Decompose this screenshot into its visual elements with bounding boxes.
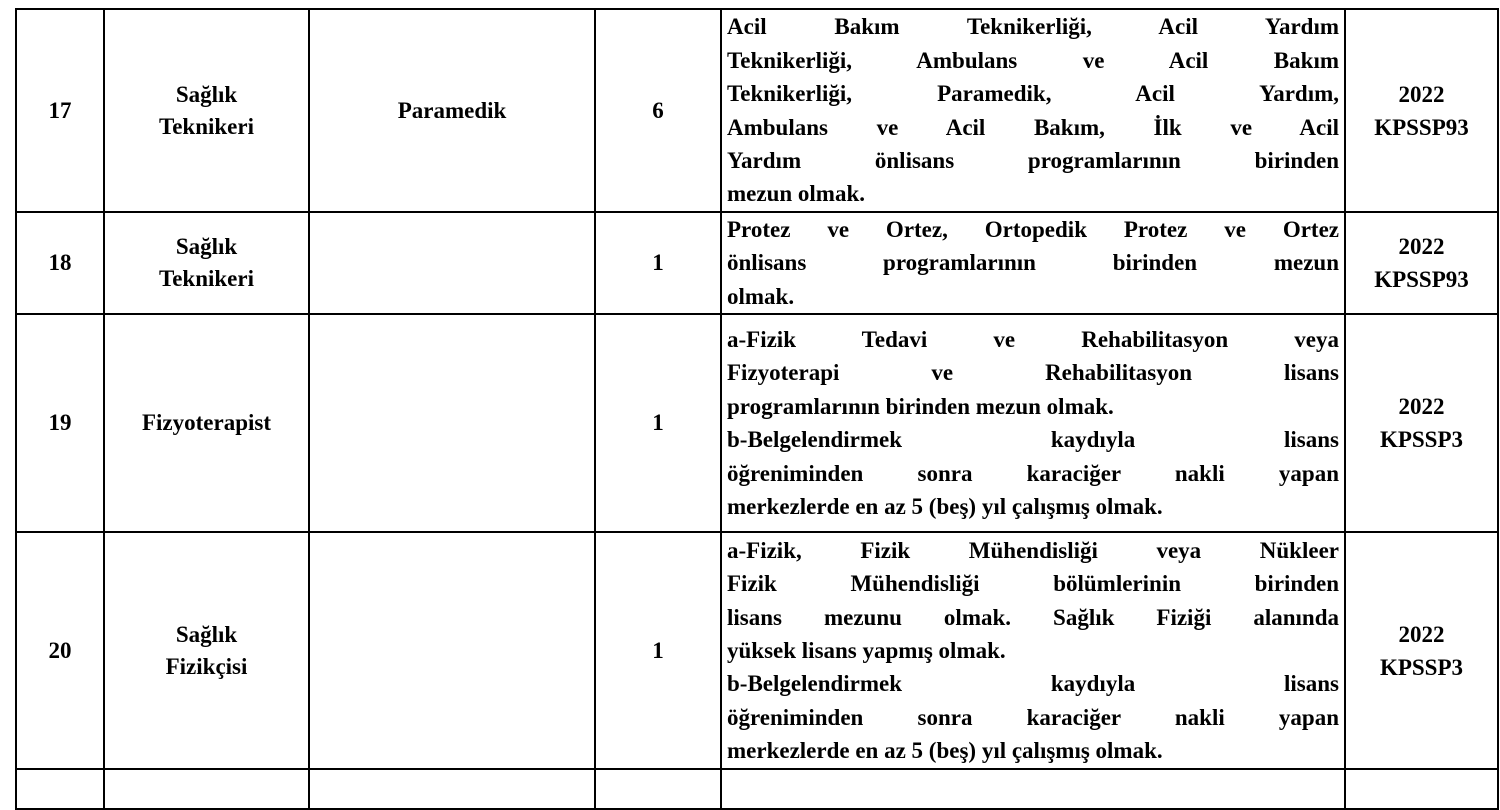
exam-year: 2022 [1398, 234, 1445, 260]
requirement-line: a-Fizik, Fizik Mühendisliği veya Nükleer [727, 537, 1339, 563]
position-title [104, 9, 309, 212]
requirement-line: önlisans programlarının birinden mezun [727, 250, 1339, 276]
position-title-line: Teknikeri [158, 113, 254, 139]
requirement-line: b-Belgelendirmek kaydıyla lisans [727, 671, 1339, 697]
exam-reference [1345, 532, 1498, 769]
requirements [721, 532, 1345, 769]
exam-score-type: KPSSP3 [1379, 654, 1464, 680]
exam-reference-cell [1345, 769, 1498, 809]
row-number: 20 [16, 532, 104, 769]
field: Paramedik [309, 9, 595, 212]
exam-year: 2022 [1398, 81, 1445, 107]
requirement-line: Protez ve Ortez, Ortopedik Protez ve Ortez [727, 217, 1339, 242]
exam-year: 2022 [1398, 621, 1445, 647]
requirement-line: programlarının birinden mezun olmak. [727, 393, 1114, 419]
position-count: 6 [595, 9, 721, 212]
requirement-line: a-Fizik Tedavi ve Rehabilitasyon veya [727, 327, 1339, 352]
position-table-container [15, 8, 1481, 798]
requirement-line: yüksek lisans yapmış olmak. [727, 638, 1006, 664]
row-number: 18 [16, 212, 104, 314]
requirement-line: merkezlerde en az 5 (beş) yıl çalışmış olmak. [727, 494, 1163, 520]
table-row [16, 532, 1498, 769]
requirement-line: öğreniminden sonra karaciğer nakli yapan [727, 704, 1339, 730]
requirement-line: b-Belgelendirmek kaydıyla lisans [727, 427, 1339, 453]
position-title [104, 314, 309, 532]
position-count: 1 [595, 532, 721, 769]
row-number: 17 [16, 9, 104, 212]
exam-reference [1345, 9, 1498, 212]
position-title-line: Sağlık [175, 81, 238, 107]
row-number: 19 [16, 314, 104, 532]
position-title-line: Sağlık [175, 234, 238, 260]
position-title [104, 212, 309, 314]
position-title-line: Sağlık [175, 621, 238, 647]
requirements [721, 212, 1345, 314]
field [309, 532, 595, 769]
exam-score-type: KPSSP93 [1374, 267, 1469, 293]
requirements-cell [721, 769, 1345, 809]
exam-year: 2022 [1398, 394, 1445, 420]
table-row [16, 314, 1498, 532]
requirement-line: merkezlerde en az 5 (beş) yıl çalışmış olmak. [727, 738, 1163, 764]
requirements [721, 9, 1345, 212]
position-title-line: Fizikçisi [165, 653, 248, 679]
requirement-line: Teknikerliği, Paramedik, Acil Yardım, [727, 81, 1339, 107]
row-number-cell [16, 769, 104, 809]
field [309, 212, 595, 314]
requirement-line: Teknikerliği, Ambulans ve Acil Bakım [727, 47, 1339, 73]
position-title [104, 532, 309, 769]
field-cell [309, 769, 595, 809]
requirement-line: Fizyoterapi ve Rehabilitasyon lisans [727, 360, 1339, 386]
exam-reference [1345, 314, 1498, 532]
requirements [721, 314, 1345, 532]
requirement-line: Ambulans ve Acil Bakım, İlk ve Acil [727, 114, 1339, 140]
position-table [15, 8, 1499, 810]
requirement-line: öğreniminden sonra karaciğer nakli yapan [727, 460, 1339, 486]
position-title-line: Teknikeri [158, 266, 254, 292]
requirement-line: mezun olmak. [727, 181, 865, 207]
requirement-line: olmak. [727, 283, 795, 309]
exam-score-type: KPSSP93 [1374, 114, 1469, 140]
position-title-cell [104, 769, 309, 809]
requirement-line: Fizik Mühendisliği bölümlerinin birinden [727, 571, 1339, 597]
position-count-cell [595, 769, 721, 809]
exam-reference [1345, 212, 1498, 314]
table-row-partial [16, 769, 1498, 809]
position-title-line: Fizyoterapist [141, 410, 271, 436]
field [309, 314, 595, 532]
requirement-line: lisans mezunu olmak. Sağlık Fiziği alanında [727, 604, 1339, 630]
table-row [16, 212, 1498, 314]
exam-score-type: KPSSP3 [1379, 427, 1464, 453]
table-row [16, 9, 1498, 212]
requirement-line: Acil Bakım Teknikerliği, Acil Yardım [727, 14, 1339, 40]
position-count: 1 [595, 314, 721, 532]
requirement-line: Yardım önlisans programlarının birinden [727, 147, 1339, 173]
position-count: 1 [595, 212, 721, 314]
